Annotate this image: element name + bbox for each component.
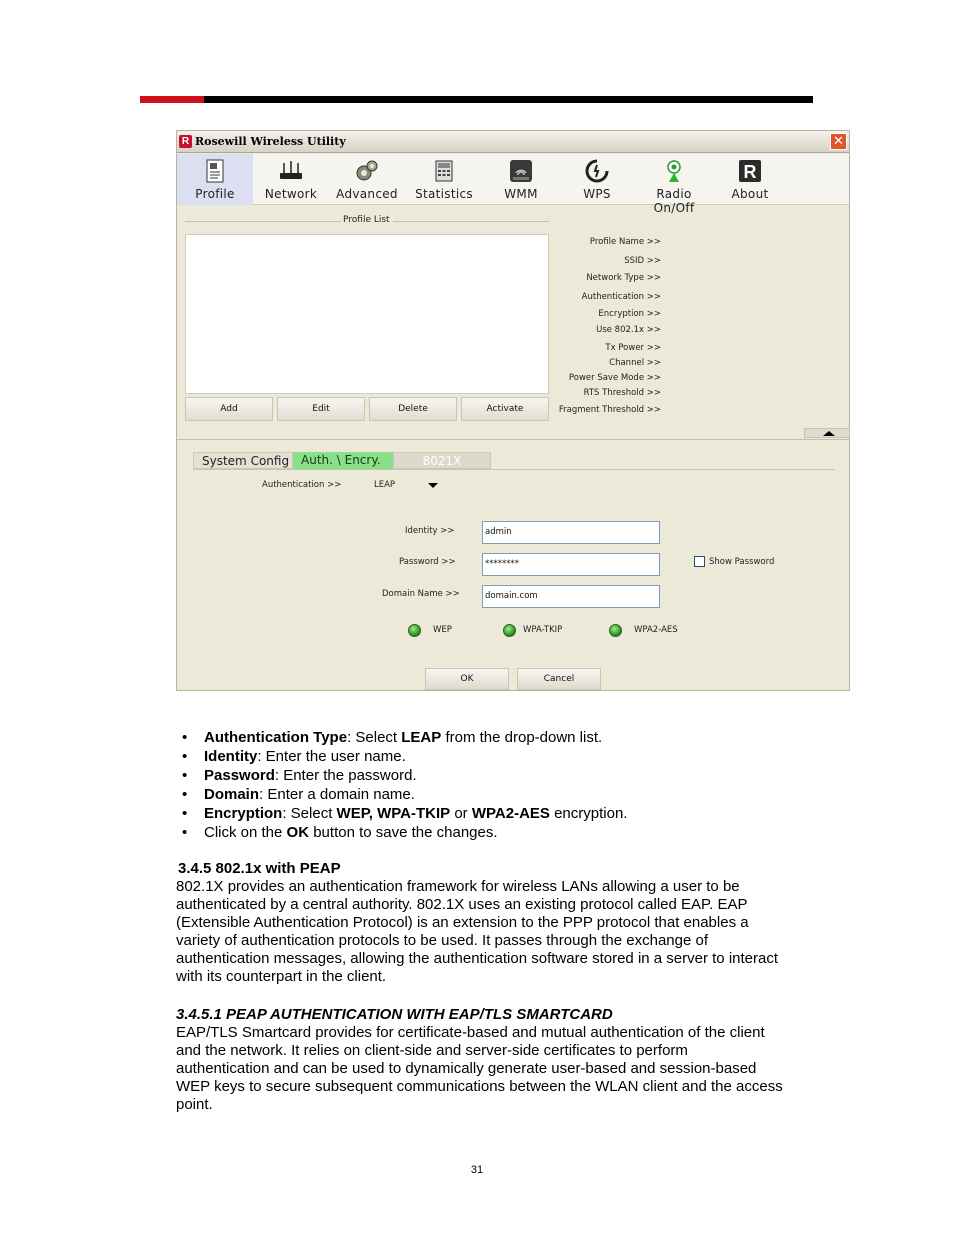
domain-name-label: Domain Name >> — [382, 589, 460, 599]
tab-auth-encry[interactable]: Auth. \ Encry. — [293, 452, 393, 469]
list-item: • Domain: Enter a domain name. — [182, 785, 822, 804]
encryption-label: Encryption >> — [598, 309, 661, 319]
power-save-mode-label: Power Save Mode >> — [568, 373, 661, 383]
toolbar — [177, 154, 849, 215]
fragment-threshold-label: Fragment Threshold >> — [558, 405, 661, 415]
toolbar-profile[interactable] — [177, 154, 253, 205]
list-item: • Encryption: Select WEP, WPA-TKIP or WPA2-AES encryption. — [182, 804, 822, 823]
wpa-tkip-indicator-icon — [503, 624, 516, 637]
toolbar-network[interactable] — [253, 154, 329, 205]
toolbar-about-label: About — [731, 187, 769, 201]
wep-label: WEP — [433, 625, 452, 635]
toolbar-advanced[interactable] — [329, 154, 405, 205]
channel-label: Channel >> — [609, 358, 661, 368]
use-8021x-label: Use 802.1x >> — [596, 325, 661, 335]
domain-name-field[interactable]: domain.com — [482, 585, 660, 608]
delete-button[interactable]: Delete — [369, 397, 457, 421]
title-bar — [177, 131, 849, 153]
add-button[interactable]: Add — [185, 397, 273, 421]
wpa-tkip-label: WPA-TKIP — [523, 625, 563, 635]
wmm-icon — [509, 159, 533, 183]
edit-button[interactable]: Edit — [277, 397, 365, 421]
network-icon — [279, 159, 303, 183]
close-button[interactable]: ✕ — [830, 133, 847, 150]
section-divider — [177, 439, 849, 440]
show-password-label: Show Password — [709, 557, 775, 567]
list-item: • Identity: Enter the user name. — [182, 747, 822, 766]
svg-text:R: R — [743, 162, 757, 182]
advanced-icon — [355, 159, 379, 183]
toolbar-about[interactable] — [713, 154, 787, 205]
wpa2-aes-indicator-icon — [609, 624, 622, 637]
toolbar-wps[interactable] — [559, 154, 635, 205]
utility-window — [176, 130, 850, 691]
password-label: Password >> — [399, 557, 456, 567]
list-item: • Authentication Type: Select LEAP from the drop-down list. — [182, 728, 822, 747]
collapse-button[interactable] — [804, 428, 850, 438]
toolbar-network-label: Network — [264, 187, 318, 201]
toolbar-wmm-label: WMM — [504, 187, 538, 201]
tab-system-config[interactable]: System Config — [193, 452, 293, 469]
radio-icon — [662, 159, 686, 183]
page-number: 31 — [470, 1164, 484, 1176]
toolbar-advanced-label: Advanced — [336, 187, 398, 201]
toolbar-wps-label: WPS — [583, 187, 611, 201]
profile-list-legend: Profile List — [343, 215, 390, 225]
wep-indicator-icon — [408, 624, 421, 637]
chevron-down-icon[interactable] — [428, 483, 438, 488]
toolbar-radio-label: Radio On/Off — [653, 187, 695, 215]
section-paragraph: 802.1X provides an authentication framework for wireless LANs allowing a user to be authenticated by a central authority. 802.1X uses an existing protocol called EAP. EAP (Extensible Authentication Protocol) is an extension to the PPP protocol that enables a variety of authentication protocols to be used. It passes through the exchange of authentication messages, allowing the authentication software stored in a server to interact with its counterpart in the client. — [176, 878, 779, 985]
subsection-paragraph: EAP/TLS Smartcard provides for certificate-based and mutual authentication of the client and the network. It relies on client-side and server-side certificates to perform authentication and can be used to dynamically generate user-based and session-based WEP keys to secure subsequent communications between the WLAN client and the access point. — [176, 1024, 783, 1113]
list-item: • Password: Enter the password. — [182, 766, 822, 785]
toolbar-statistics-label: Statistics — [415, 187, 473, 201]
header-rule-black — [204, 96, 813, 103]
network-type-label: Network Type >> — [586, 273, 661, 283]
profile-icon — [203, 159, 227, 183]
app-logo-icon: R — [179, 135, 192, 148]
show-password-checkbox[interactable] — [694, 556, 705, 567]
authentication-type-label: Authentication >> — [262, 480, 342, 490]
authentication-type-select[interactable]: LEAP — [374, 480, 396, 490]
instruction-list — [182, 728, 822, 842]
authentication-label: Authentication >> — [581, 292, 661, 302]
identity-field[interactable]: admin — [482, 521, 660, 544]
profile-list[interactable] — [185, 234, 549, 394]
toolbar-statistics[interactable] — [405, 154, 483, 205]
fieldset-line-right — [393, 221, 549, 222]
section-heading: 3.4.5 802.1x with PEAP — [178, 860, 341, 877]
tx-power-label: Tx Power >> — [605, 343, 661, 353]
ok-button[interactable]: OK — [425, 668, 509, 690]
toolbar-profile-label: Profile — [195, 187, 235, 201]
toolbar-radio[interactable] — [635, 154, 713, 215]
tab-8021x[interactable]: 8021X — [393, 452, 491, 469]
ssid-label: SSID >> — [624, 256, 661, 266]
rts-threshold-label: RTS Threshold >> — [583, 388, 661, 398]
password-field[interactable]: ******** — [482, 553, 660, 576]
activate-button[interactable]: Activate — [461, 397, 549, 421]
cancel-button[interactable]: Cancel — [517, 668, 601, 690]
identity-label: Identity >> — [405, 526, 455, 536]
wpa2-aes-label: WPA2-AES — [634, 625, 678, 635]
about-icon — [738, 159, 762, 183]
statistics-icon — [432, 159, 456, 183]
tab-underline — [193, 469, 835, 470]
toolbar-wmm[interactable] — [483, 154, 559, 205]
profile-name-label: Profile Name >> — [589, 237, 661, 247]
subsection-heading: 3.4.5.1 PEAP AUTHENTICATION WITH EAP/TLS SMARTCARD — [176, 1006, 613, 1023]
window-title: Rosewill Wireless Utility — [195, 135, 346, 148]
fieldset-line-left — [185, 221, 341, 222]
wps-icon — [585, 159, 609, 183]
list-item: • Click on the OK button to save the changes. — [182, 823, 822, 842]
header-rule-red — [140, 96, 204, 103]
